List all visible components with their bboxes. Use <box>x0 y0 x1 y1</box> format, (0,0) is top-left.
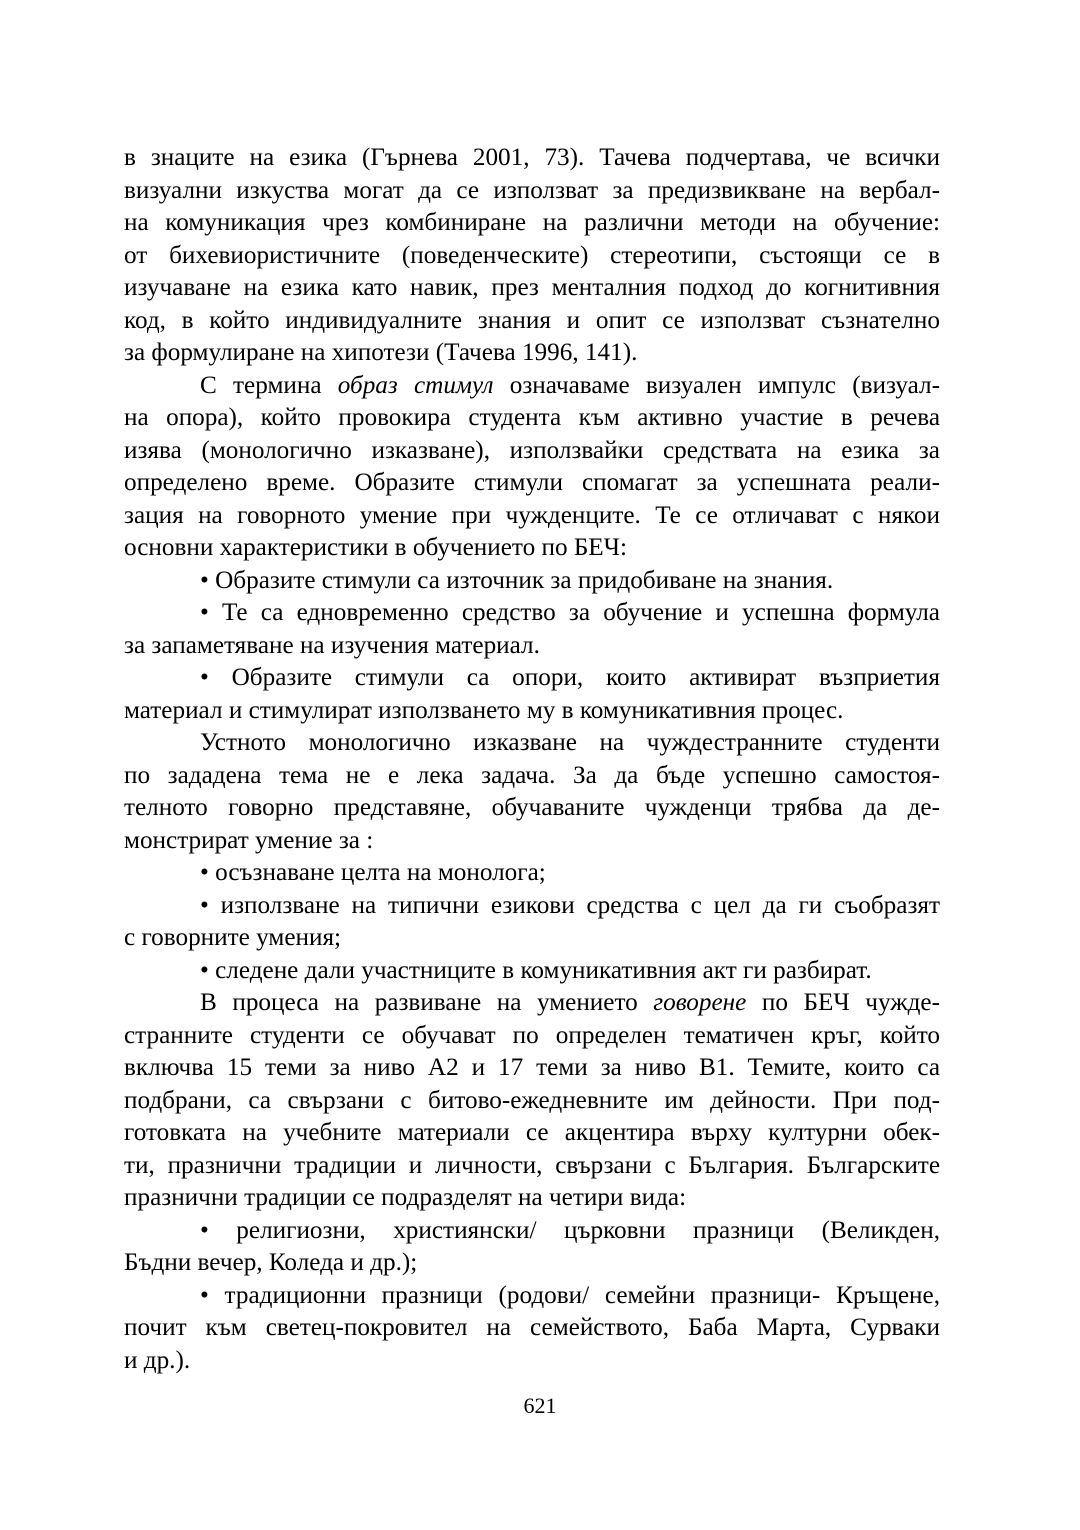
text-line: монстрират умение за : <box>124 826 374 854</box>
text-line: зация на говорното умение при чужденците. Те се отличават с някои <box>124 501 940 529</box>
text-line: на комуникация чрез комбиниране на различни методи на обучение: <box>124 209 940 236</box>
text-line: в знаците на езика (Гърнева 2001, 73). Тачева подчертава, че всички <box>124 144 940 171</box>
text-line: на опора), който провокира студента към активно участие в речева <box>124 404 940 431</box>
text-line: готовката на учебните материали се акцентира върху културни обек- <box>124 1119 940 1146</box>
paragraph-2 <box>124 370 940 565</box>
text-line: материал и стимулират използването му в комуникативния процес. <box>124 696 844 724</box>
bullet-item <box>124 955 940 988</box>
paragraph-1 <box>124 142 940 370</box>
italic-term: говорене <box>653 989 747 1016</box>
text-line: за запаметяване на изучения материал. <box>124 631 540 659</box>
bullet-item <box>124 857 940 890</box>
text-line: изучаване на езика като навик, през менталния подход до когнитивния <box>124 274 940 301</box>
bullet-item <box>124 565 940 598</box>
text-line: • религиозни, християнски/ църковни празници (Великден, <box>200 1216 940 1244</box>
text-line: • използване на типични езикови средства с цел да ги съобразят <box>200 891 940 919</box>
bullet-item <box>124 890 940 955</box>
text-line: подбрани, са свързани с битово-ежедневните им дейности. При под- <box>124 1086 940 1114</box>
text-line: с говорните умения; <box>124 924 342 951</box>
text-line: • Образите стимули са опори, които активират възприетия <box>200 664 940 691</box>
text-line: ти, празнични традиции и личности, свързани с България. Българските <box>124 1151 940 1179</box>
text-line: и др.). <box>124 1346 191 1374</box>
bullet-item <box>124 1215 940 1280</box>
text-run: по БЕЧ чужде- <box>746 989 940 1016</box>
text-line: определено време. Образите стимули спомагат за успешната реали- <box>124 469 940 496</box>
text-run: В процеса на развиване на умението <box>200 989 654 1016</box>
bullet-item <box>124 597 940 662</box>
text-line: • Те са едновременно средство за обучение и успешна формула <box>200 599 940 626</box>
text-line: изява (монологично изказване), използвайки средствата на езика за <box>124 436 940 464</box>
page-body <box>124 142 940 1377</box>
paragraph-4 <box>124 987 940 1215</box>
text-line: Бъдни вечер, Коледа и др.); <box>124 1249 418 1276</box>
text-line: • традиционни празници (родови/ семейни празници- Кръщене, <box>200 1281 940 1309</box>
text-line: • следене дали участниците в комуникативния акт ги разбират. <box>200 956 872 984</box>
text-line: • Образите стимули са източник за придобиване на знания. <box>200 566 834 594</box>
text-line: празнични традиции се подразделят на четири вида: <box>124 1184 687 1211</box>
text-line: по зададена тема не е лека задача. За да бъде успешно самостоя- <box>124 761 940 789</box>
bullet-item <box>124 662 940 727</box>
page-number: 621 <box>523 1393 557 1418</box>
text-line: Устното монологично изказване на чуждестранните студенти <box>200 729 940 756</box>
text-line: код, в който индивидуалните знания и опит се използват съзнателно <box>124 306 940 334</box>
text-line: включва 15 теми за ниво А2 и 17 теми за ниво В1. Темите, които са <box>124 1054 940 1081</box>
text-line <box>124 370 940 403</box>
text-line: почит към светец-покровител на семейството, Баба Марта, Сурваки <box>124 1314 940 1341</box>
text-line: странните студенти се обучават по определен тематичен кръг, който <box>124 1021 940 1049</box>
bullet-item <box>124 1280 940 1378</box>
text-line: визуални изкуства могат да се използват за предизвикване на вербал- <box>124 176 940 204</box>
text-run: С термина <box>200 371 338 399</box>
text-line: телното говорно представяне, обучаваните чужденци трябва да де- <box>124 794 940 821</box>
text-line: от бихевиористичните (поведенческите) стереотипи, състоящи се в <box>124 241 940 269</box>
text-line <box>124 987 940 1020</box>
paragraph-3 <box>124 727 940 857</box>
text-line: за формулиране на хипотези (Тачева 1996, 141). <box>124 339 638 366</box>
text-run: означаваме визуален импулс (визуал- <box>493 371 940 399</box>
text-line: основни характеристики в обучението по БЕЧ: <box>124 534 628 561</box>
text-line: • осъзнаване целта на монолога; <box>200 859 546 886</box>
italic-term: образ стимул <box>337 371 494 399</box>
